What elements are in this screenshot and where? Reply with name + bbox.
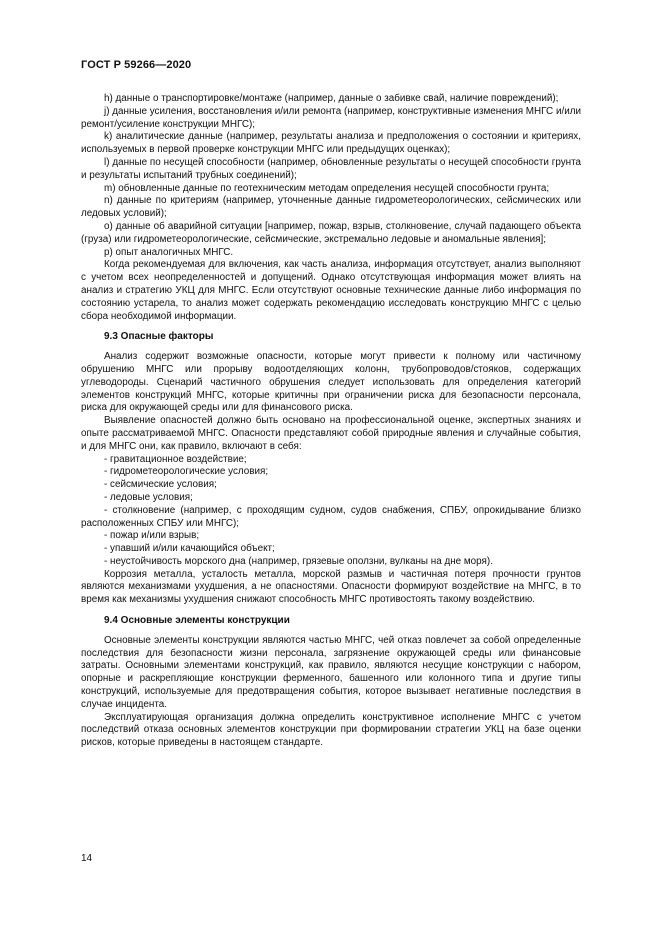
hazard-item: - столкновение (например, с проходящим судном, судов снабжения, СПБУ, опрокидывание близко расположенных СПБУ или МНГС); — [81, 504, 581, 529]
section-9-4-paragraph-2: Эксплуатирующая организация должна определить конструктивное исполнение МНГС с учетом последствий отказа основных элементов конструкции при формировании стратегии УКЦ на базе оценки рисков, которые приведены в настоящем стандарте. — [81, 711, 581, 749]
page-number: 14 — [81, 853, 93, 864]
section-9-3-paragraph-1: Анализ содержит возможные опасности, которые могут привести к полному или частичному обрушению МНГС или прорыву водоотделяющих колонн, трубопроводов/стояков, содержащих углеводороды. Сценарий частичного обрушения следует использовать для определения категорий элементов конструкций МНГС, которые критичны при ограничении риска для безопасности персонала, риска для окружающей среды или для финансового риска. — [81, 351, 581, 414]
list-item-l: l) данные по несущей способности (например, обновленные результаты о несущей способности грунта и результаты испытаний трубных соединений); — [81, 156, 581, 181]
hazard-item: - пожар и/или взрыв; — [104, 530, 200, 542]
section-9-4-paragraph-1: Основные элементы конструкции являются частью МНГС, чей отказ повлечет за собой определенные последствия для безопасности жизни персонала, загрязнение окружающей среды или финансовые затраты. Основными элементами конструкций, как правило, являются несущие конструкции с набором, опорные и раскрепляющие конструкции ферменного, башенного или колонного типа и другие типы конструкций, используемые для предотвращения события, которое вызывает негативные последствия в случае инцидента. — [81, 634, 581, 710]
list-item-p: p) опыт аналогичных МНГС. — [104, 246, 234, 258]
list-item-m: m) обновленные данные по геотехническим методам определения несущей способности грунта; — [104, 182, 550, 194]
list-item-k: k) аналитические данные (например, результаты анализа и предположения о состоянии и критериях, используемых в первой проверке конструкции МНГС или предыдущих оценках); — [81, 131, 581, 156]
list-item-n: n) данные по критериям (например, уточненные данные гидрометеорологических, сейсмических или ледовых условий); — [81, 195, 581, 220]
hazard-item: - упавший и/или качающийся объект; — [104, 543, 275, 555]
document-code-header: ГОСТ Р 59266—2020 — [81, 59, 192, 71]
hazard-item: - гидрометеорологические условия; — [104, 466, 269, 478]
hazard-item: - ледовые условия; — [104, 491, 193, 503]
page-body — [81, 93, 581, 750]
section-9-3-heading: 9.3 Опасные факторы — [104, 331, 214, 343]
list-item-j: j) данные усиления, восстановления и/или ремонта (например, конструктивные изменения МНГС и/или ремонт/усиление конструкции МНГС); — [81, 105, 581, 130]
section-9-4-heading: 9.4 Основные элементы конструкции — [104, 615, 290, 627]
hazard-item: - неустойчивость морского дна (например, грязевые оползни, вулканы на дне моря). — [104, 555, 493, 567]
list-item-o: o) данные об аварийной ситуации [например, пожар, взрыв, столкновение, случай падающего объекта (груза) или гидрометеорологические, сейсмические, экстремально ледовые и аномальные явления]; — [81, 220, 581, 245]
list-item-h: h) данные о транспортировке/монтаже (например, данные о забивке свай, наличие повреждений); — [104, 93, 559, 104]
paragraph-missing-information: Когда рекомендуемая для включения, как часть анализа, информация отсутствует, анализ выполняют с учетом всех неопределенностей и допущений. Однако отсутствующая информация может влиять на анализ и стратегию УКЦ для МНГС. Если отсутствуют основные технические данные либо информация по состоянию устарела, то анализ может содержать рекомендацию исследовать конструкцию МНГС с целью сбора необходимой информации. — [81, 259, 581, 322]
hazard-item: - гравитационное воздействие; — [104, 453, 247, 465]
section-9-3-paragraph-2: Выявление опасностей должно быть основано на профессиональной оценке, экспертных знаниях и опыте рассматриваемой МНГС. Опасности представляют собой природные явления и случайные события, и для МНГС они, как правило, включают в себя: — [81, 415, 581, 452]
hazard-item: - сейсмические условия; — [104, 479, 217, 491]
section-9-3-paragraph-3: Коррозия металла, усталость металла, морской размыв и частичная потеря прочности грунтов являются механизмами ухудшения, а не опасностями. Опасности формируют воздействие на МНГС, в то время как механизмы ухудшения снижают способность МНГС противостоять такому воздействию. — [81, 568, 581, 606]
